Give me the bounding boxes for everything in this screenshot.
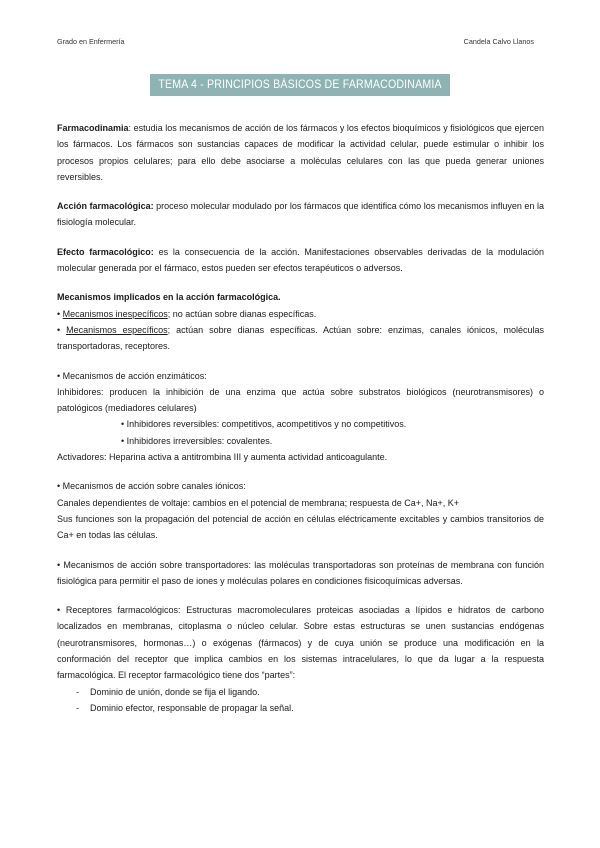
- paragraph-farmacodinamia: [57, 120, 544, 185]
- item-inhibidores-irreversibles: • Inhibidores irreversibles: covalentes.: [121, 435, 273, 446]
- item-inhibidores-reversibles: • Inhibidores reversibles: competitivos, acompetitivos y no competitivos.: [121, 419, 407, 430]
- header-left: Grado en Enfermería: [57, 37, 125, 46]
- paragraph-efecto: [57, 244, 544, 277]
- paragraph-accion: [57, 198, 544, 231]
- text-canales-voltaje: Canales dependientes de voltaje: cambios en el potencial de membrana; respuesta de Ca+, Na+, K+: [57, 497, 460, 508]
- paragraph-transportadores: • Mecanismos de acción sobre transportadores: las moléculas transportadoras son proteínas de membrana con función fisiológica para permitir el paso de iones y moléculas polares en condiciones fisicoquímicas adversas.: [57, 559, 544, 586]
- term-accion: Acción farmacológica:: [57, 201, 154, 212]
- text-accion: proceso molecular modulado por los fármacos que identifica cómo los mecanismos influyen en la fisiología molecular.: [57, 201, 544, 228]
- paragraph-receptores: • Receptores farmacológicos: Estructuras macromoleculares proteicas asociadas a lípidos e hidratos de carbono localizados en membranas, citoplasma o núcleo celular. Sobre estas estructuras se unen sustancias endógenas (neurotransmisores, hormonas…) o exógenas (fármacos) y de cuya unión se produce una modificación en la conformación del receptor que implica cambios en los sistemas intracelulares, lo que da lugar a la respuesta farmacológica. El receptor farmacológico tiene dos “partes”:: [57, 605, 544, 681]
- term-efecto: Efecto farmacológico:: [57, 246, 154, 257]
- heading-mecanismos: Mecanismos implicados en la acción farmacológica.: [57, 292, 281, 303]
- text-farmacodinamia: : estudia los mecanismos de acción de los fármacos y los efectos bioquímicos y fisiológicos que ejercen los fármacos. Los fármacos son sustancias capaces de modificar la actividad celular, puede estimular o inhibir los procesos propios celulares; para ello debe asociarse a moléculas celulares con las que pueda generar uniones reversibles.: [57, 123, 544, 182]
- label-especificos: Mecanismos específicos: [66, 324, 168, 335]
- item-especificos: • Mecanismos específicos; actúan sobre dianas específicas. Actúan sobre: enzimas, canales iónicos, moléculas transportadoras, receptores.: [57, 324, 544, 352]
- heading-enzimaticos: • Mecanismos de acción enzimáticos:: [57, 370, 207, 381]
- text-inhibidores: Inhibidores: producen la inhibición de una enzima que actúa sobre substratos biológicos (neurotransmisores) o patológicos (mediadores celulares): [57, 386, 544, 414]
- text-activadores: Activadores: Heparina activa a antitrombina III y aumenta actividad anticoagulante.: [57, 452, 388, 463]
- item-inespecificos: • Mecanismos inespecíficos; no actúan sobre dianas específicas.: [57, 308, 317, 319]
- term-farmacodinamia: Farmacodinamia: [57, 123, 129, 133]
- page-title: TEMA 4 - PRINCIPIOS BÁSICOS DE FARMACODINAMIA: [158, 79, 442, 91]
- heading-canales: • Mecanismos de acción sobre canales iónicos:: [57, 481, 246, 492]
- label-inespecificos: Mecanismos inespecíficos: [62, 308, 168, 319]
- header-right: Candela Calvo Llanos: [463, 37, 534, 46]
- title-banner: [150, 74, 450, 96]
- item-dominio-union: - Dominio de unión, donde se fija el ligando.: [57, 684, 544, 700]
- text-canales-funciones: Sus funciones son la propagación del potencial de acción en células eléctricamente excitables y cambios transitorios de Ca+ en todas las células.: [57, 513, 544, 541]
- text-efecto: es la consecuencia de la acción. Manifestaciones observables derivadas de la modulación molecular generada por el fármaco, estos pueden ser efectos terapéuticos o adversos.: [57, 246, 544, 274]
- item-dominio-efector: - Dominio efector, responsable de propagar la señal.: [57, 700, 544, 716]
- document-body: [57, 120, 544, 716]
